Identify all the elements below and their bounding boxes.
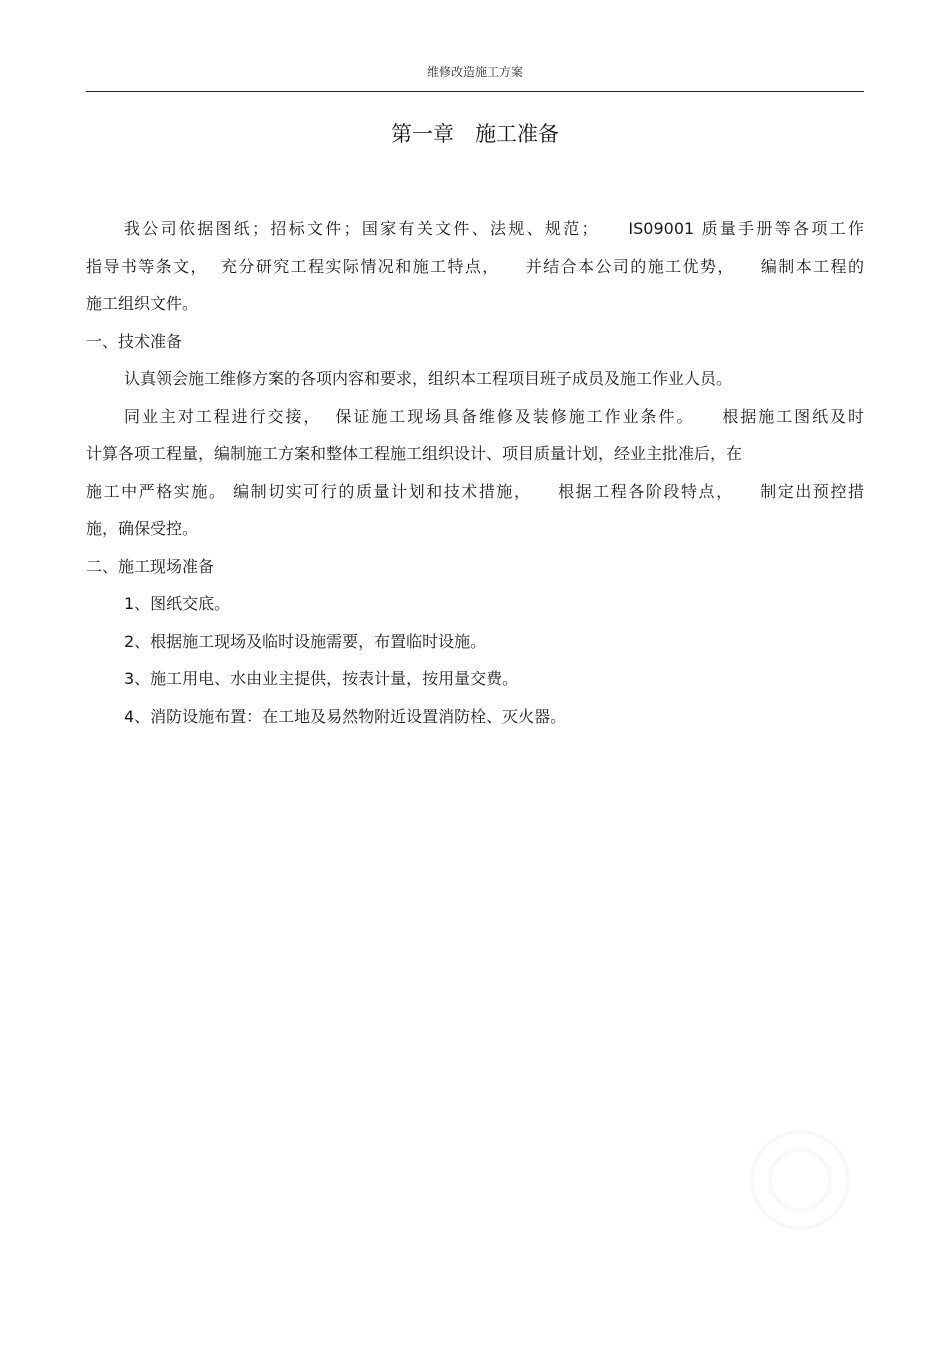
watermark-seal <box>745 1125 855 1235</box>
running-header: 维修改造施工方案 <box>426 65 523 79</box>
list-item: 2、根据施工现场及临时设施需要，布置临时设施。 <box>124 631 487 651</box>
list-item: 1、图纸交底。 <box>124 594 231 613</box>
header-divider <box>86 91 864 92</box>
section-heading-site: 二、施工现场准备 <box>86 556 215 576</box>
technical-paragraph-2-line-3: 施工中严格实施。 编制切实可行的质量计划和技术措施， 根据工程各阶段特点， 制定出预控措 <box>86 481 864 501</box>
list-item: 3、施工用电、水由业主提供，按表计量，按用量交费。 <box>124 669 519 688</box>
document-body <box>86 210 864 735</box>
intro-line-1: 我公司依据图纸；招标文件；国家有关文件、法规、规范； IS09001 质量手册等各项工作 <box>124 219 864 238</box>
intro-line-2: 指导书等条文， 充分研究工程实际情况和施工特点， 并结合本公司的施工优势， 编制本工程的 <box>86 256 864 276</box>
section-heading-technical: 一、技术准备 <box>86 331 183 351</box>
intro-line-3: 施工组织文件。 <box>86 294 199 313</box>
technical-paragraph-2-line-2: 计算各项工程量，编制施工方案和整体工程施工组织设计、项目质量计划，经业主批准后，在 <box>86 444 743 463</box>
technical-paragraph-1: 认真领会施工维修方案的各项内容和要求，组织本工程项目班子成员及施工作业人员。 <box>124 369 733 388</box>
technical-paragraph-2-line-1: 同业主对工程进行交接， 保证施工现场具备维修及装修施工作业条件。 根据施工图纸及时 <box>124 406 864 426</box>
list-item: 4、消防设施布置：在工地及易然物附近设置消防栓、灭火器。 <box>124 706 567 726</box>
chapter-title: 第一章 施工准备 <box>391 122 559 146</box>
technical-paragraph-2-line-4: 施，确保受控。 <box>86 519 199 538</box>
